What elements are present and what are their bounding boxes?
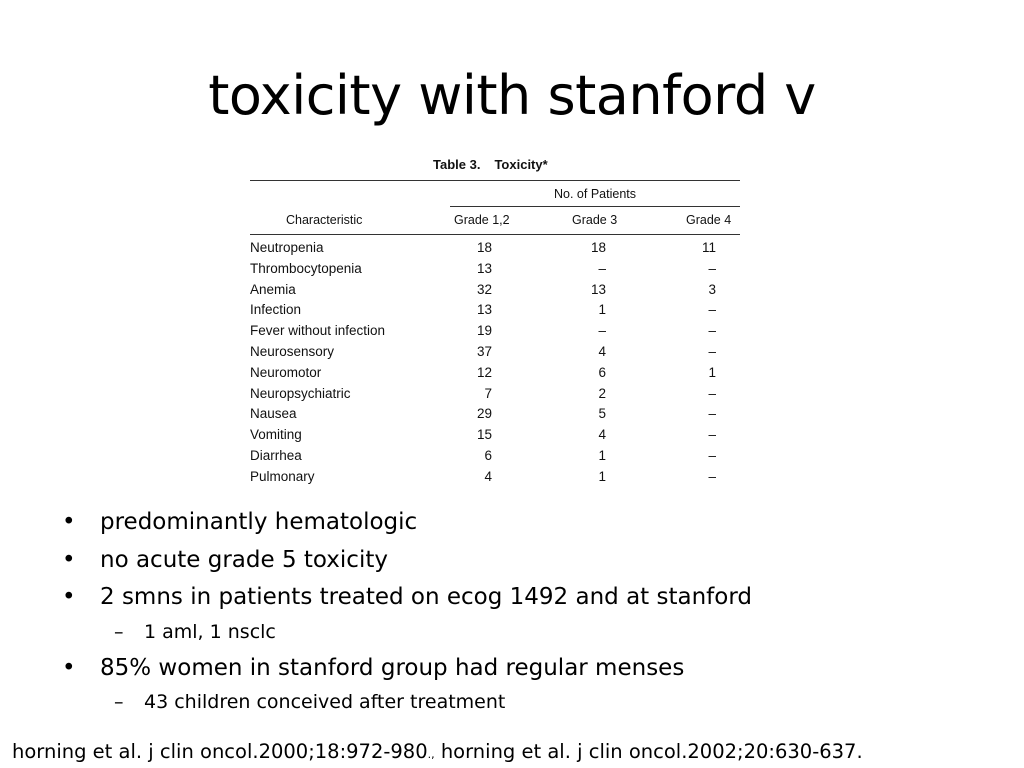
bullet-text: 43 children conceived after treatment bbox=[144, 691, 506, 713]
table-row bbox=[250, 323, 740, 344]
row-grade-1-2: 7 bbox=[484, 385, 492, 401]
bullet-item bbox=[62, 650, 1002, 688]
row-characteristic: Fever without infection bbox=[250, 323, 386, 339]
table-row bbox=[250, 365, 740, 386]
dash-glyph: – bbox=[114, 691, 124, 713]
table-caption bbox=[433, 157, 548, 172]
row-grade-3: 18 bbox=[590, 240, 606, 255]
row-grade-3: – bbox=[598, 260, 606, 276]
sub-bullet-item bbox=[62, 687, 1002, 720]
table-header-rule bbox=[250, 234, 740, 235]
table-row bbox=[250, 261, 740, 282]
row-grade-4: – bbox=[708, 385, 716, 401]
row-grade-4: 11 bbox=[701, 240, 716, 255]
column-header-characteristic: Characteristic bbox=[286, 213, 363, 227]
slide-title: toxicity with stanford v bbox=[208, 64, 816, 127]
row-grade-1-2: 4 bbox=[484, 468, 492, 484]
row-characteristic: Neuromotor bbox=[250, 364, 322, 380]
row-grade-4: – bbox=[708, 468, 716, 484]
bullet-text: 1 aml, 1 nsclc bbox=[144, 620, 276, 643]
row-grade-4: – bbox=[708, 260, 716, 276]
bullet-text: predominantly hematologic bbox=[100, 509, 418, 535]
row-characteristic: Diarrhea bbox=[250, 448, 302, 463]
bullet-text: 85% women in stanford group had regular menses bbox=[100, 654, 685, 681]
table-spanner-header: No. of Patients bbox=[554, 187, 636, 201]
citation-separator: ., bbox=[427, 748, 435, 761]
row-characteristic: Vomiting bbox=[250, 427, 302, 443]
row-grade-4: – bbox=[708, 323, 716, 339]
row-grade-3: 2 bbox=[598, 385, 606, 401]
row-grade-1-2: 13 bbox=[476, 260, 492, 276]
row-characteristic: Thrombocytopenia bbox=[250, 260, 362, 276]
table-caption-title: Toxicity* bbox=[494, 157, 548, 172]
table-caption-label: Table 3. bbox=[433, 157, 481, 172]
row-grade-1-2: 13 bbox=[476, 302, 492, 318]
dash-glyph: – bbox=[114, 620, 124, 643]
table-row bbox=[250, 406, 740, 427]
bullet-glyph: • bbox=[62, 584, 76, 610]
citation bbox=[12, 740, 863, 763]
table-row bbox=[250, 427, 740, 448]
row-grade-3: 5 bbox=[598, 406, 606, 422]
row-grade-4: 1 bbox=[708, 364, 716, 380]
row-characteristic: Neuropsychiatric bbox=[250, 385, 351, 401]
bullet-text: 2 smns in patients treated on ecog 1492 and at stanford bbox=[100, 584, 752, 610]
table-row bbox=[250, 240, 740, 261]
row-grade-3: – bbox=[598, 323, 606, 339]
bullet-glyph: • bbox=[62, 546, 76, 573]
column-header-grade-3: Grade 3 bbox=[572, 213, 618, 227]
row-characteristic: Neurosensory bbox=[250, 344, 335, 359]
citation-part-1: horning et al. j clin oncol.2000;18:972-980 bbox=[12, 740, 428, 763]
row-grade-1-2: 15 bbox=[476, 427, 492, 443]
row-grade-1-2: 6 bbox=[484, 448, 492, 463]
row-characteristic: Nausea bbox=[250, 406, 297, 422]
row-grade-3: 4 bbox=[598, 344, 606, 359]
row-grade-4: – bbox=[708, 344, 716, 359]
row-characteristic: Infection bbox=[250, 302, 302, 318]
row-grade-4: – bbox=[708, 406, 716, 422]
row-characteristic: Anemia bbox=[250, 281, 296, 297]
row-grade-1-2: 19 bbox=[476, 323, 492, 339]
bullet-item bbox=[62, 579, 1002, 617]
row-grade-3: 4 bbox=[598, 427, 606, 443]
row-grade-1-2: 12 bbox=[476, 364, 492, 380]
row-grade-4: 3 bbox=[708, 281, 716, 297]
sub-bullet-item bbox=[62, 617, 1002, 650]
row-grade-3: 1 bbox=[598, 468, 606, 484]
row-grade-3: 13 bbox=[590, 281, 606, 297]
toxicity-table bbox=[250, 152, 742, 492]
table-top-rule bbox=[250, 180, 740, 181]
row-grade-3: 1 bbox=[598, 448, 606, 463]
bullet-text: no acute grade 5 toxicity bbox=[100, 546, 388, 573]
table-row bbox=[250, 448, 740, 469]
row-grade-4: – bbox=[708, 302, 716, 318]
citation-part-2: horning et al. j clin oncol.2002;20:630-637. bbox=[434, 740, 863, 763]
table-row bbox=[250, 302, 740, 323]
bullet-item bbox=[62, 504, 1002, 542]
row-grade-1-2: 29 bbox=[476, 406, 492, 422]
bullet-glyph: • bbox=[62, 654, 76, 681]
row-grade-3: 6 bbox=[598, 364, 606, 380]
row-characteristic: Pulmonary bbox=[250, 468, 315, 484]
bullet-list bbox=[62, 504, 1002, 720]
row-grade-3: 1 bbox=[598, 302, 606, 318]
table-row bbox=[250, 282, 740, 303]
row-characteristic: Neutropenia bbox=[250, 240, 324, 255]
row-grade-4: – bbox=[708, 427, 716, 443]
row-grade-1-2: 18 bbox=[476, 240, 492, 255]
table-row bbox=[250, 386, 740, 407]
table-row bbox=[250, 469, 740, 490]
column-header-grade-4: Grade 4 bbox=[686, 213, 732, 227]
column-header-grade-1-2: Grade 1,2 bbox=[454, 213, 510, 227]
row-grade-4: – bbox=[708, 448, 716, 463]
bullet-glyph: • bbox=[62, 509, 76, 535]
table-spanner-rule bbox=[450, 206, 740, 207]
row-grade-1-2: 37 bbox=[476, 344, 492, 359]
table-row bbox=[250, 344, 740, 365]
bullet-item bbox=[62, 542, 1002, 580]
row-grade-1-2: 32 bbox=[476, 281, 492, 297]
